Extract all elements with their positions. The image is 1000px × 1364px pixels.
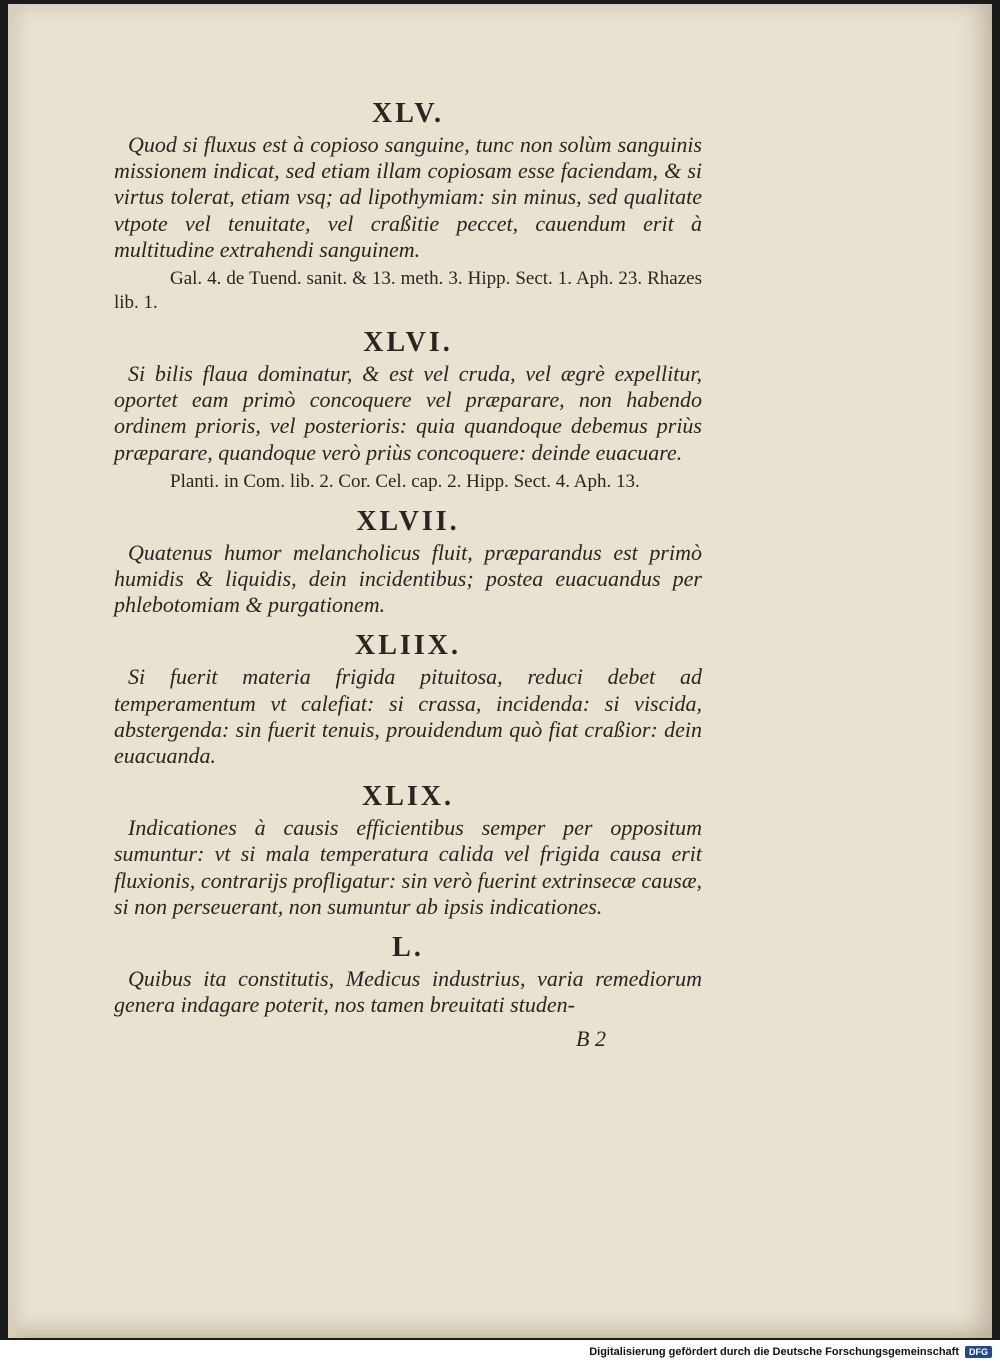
- paragraph-xlix: Indicationes à causis efficientibus semper per oppositum sumuntur: vt si mala temperatura calida vel frigida causa erit fluxionis, contrarijs profligatur: sin verò fuerint extrinsecæ causæ, si non perseuerant, non sumuntur ab ipsis indicationes.: [114, 815, 702, 919]
- paragraph-xlv: Quod si fluxus est à copioso sanguine, tunc non solùm sanguinis missionem indicat, sed etiam illam copiosam esse faciendam, & si virtus tolerat, etiam vsq; ad lipothymiam: sin minus, sed qualitate vtpote vel tenuitate, vel craßitie peccet, cauendum erit à multitudine extrahendi sanguinem.: [114, 132, 702, 262]
- footer-bar: [0, 1340, 1000, 1364]
- paragraph-xlvi: Si bilis flaua dominatur, & est vel cruda, vel ægrè expellitur, oportet eam primò concoquere vel præparare, non habendo ordinem prioris, vel posterioris: quia quandoque debemus priùs præparare, quandoque verò priùs concoquere: deinde euacuare.: [114, 361, 702, 465]
- paragraph-xlvii: Quatenus humor melancholicus fluit, præparandus est primò humidis & liquidis, dein incidentibus; postea euacuandus per phlebotomiam & purgationem.: [114, 539, 702, 618]
- heading-xliix: XLIIX.: [355, 630, 461, 662]
- paragraph-xliix: Si fuerit materia frigida pituitosa, reduci debet ad temperamentum vt calefiat: si crassa, incidenda: si viscida, abstergenda: sin fuerit tenuis, prouidendum quò fiat craßior: dein euacuanda.: [114, 664, 702, 769]
- heading-xlvi: XLVI.: [363, 327, 453, 359]
- heading-xlv: XLV.: [372, 98, 444, 129]
- heading-l: L.: [392, 932, 424, 964]
- book-page: [8, 4, 992, 1338]
- footer-text: Digitalisierung gefördert durch die Deutsche Forschungsgemeinschaft: [589, 1346, 959, 1358]
- reference-xlvi: Planti. in Com. lib. 2. Cor. Cel. cap. 2. Hipp. Sect. 4. Aph. 13.: [170, 470, 640, 492]
- heading-xlvii: XLVII.: [356, 505, 460, 537]
- page-shadow: [8, 4, 30, 1338]
- page-text: [114, 96, 702, 1052]
- paragraph-l: Quibus ita constitutis, Medicus industrius, varia remediorum genera indagare poterit, nos tamen breuitati studen-: [114, 966, 702, 1018]
- reference-xlv: Gal. 4. de Tuend. sanit. & 13. meth. 3. Hipp. Sect. 1. Aph. 23. Rhazes lib. 1.: [114, 268, 702, 314]
- signature-mark: B 2: [576, 1026, 606, 1052]
- heading-xlix: XLIX.: [361, 781, 454, 813]
- dfg-logo-icon: DFG: [965, 1346, 992, 1358]
